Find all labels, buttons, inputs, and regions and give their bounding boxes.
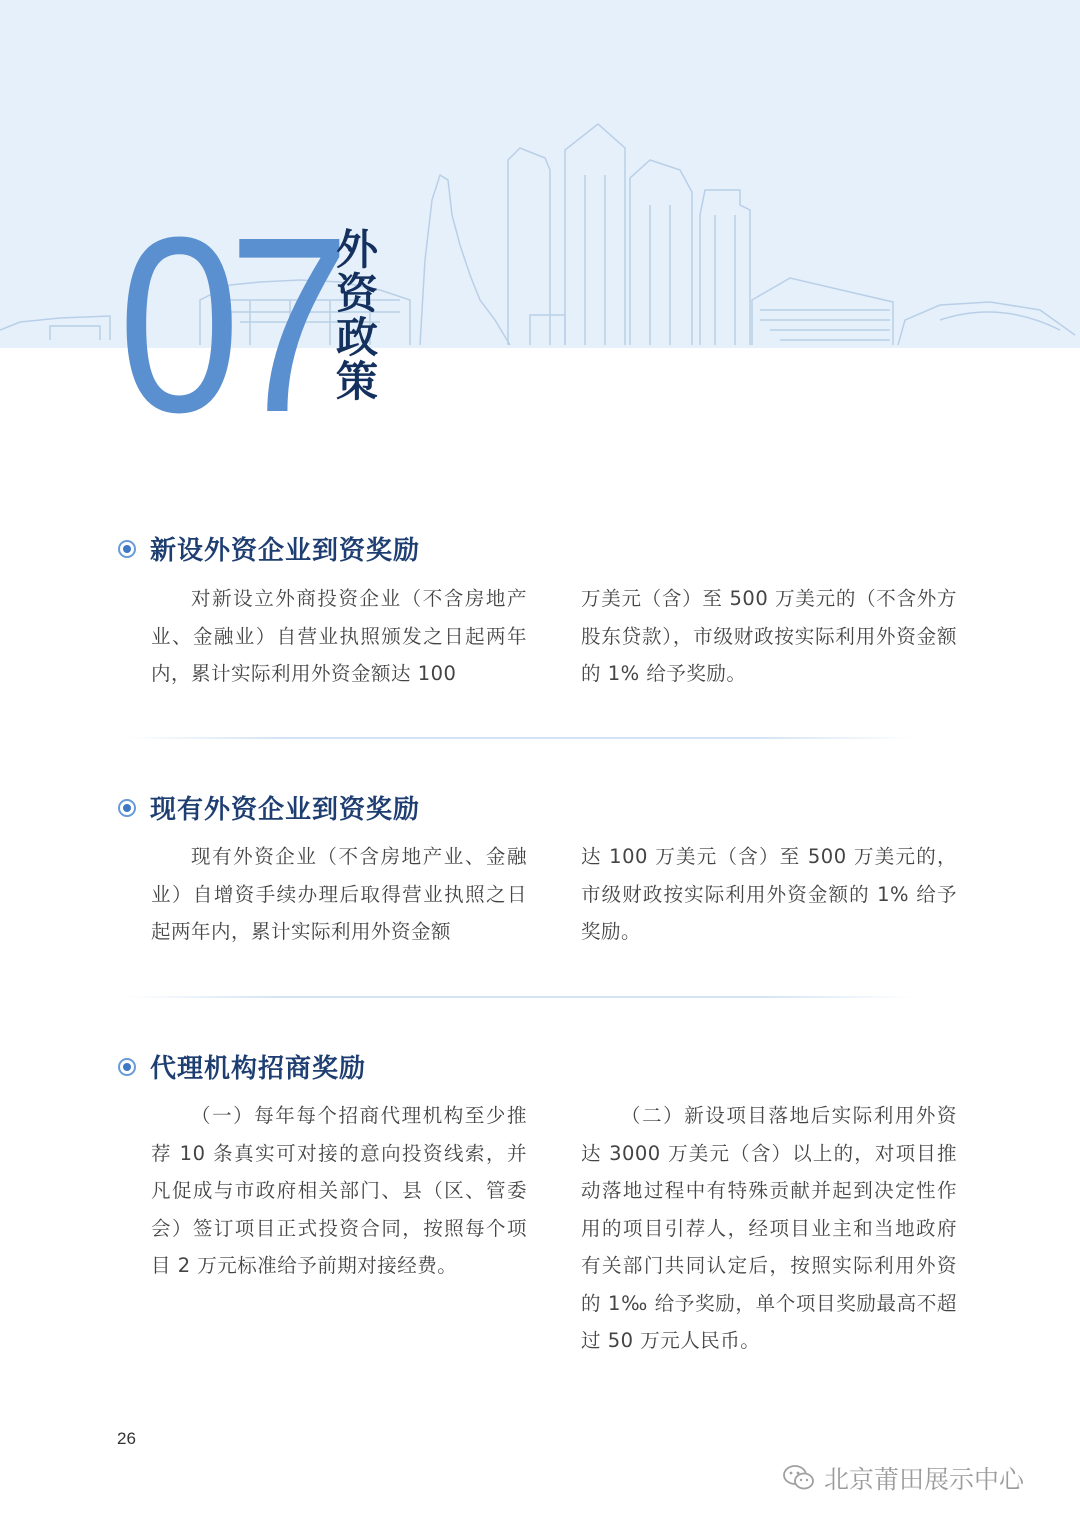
bullet-icon (118, 799, 136, 817)
section-left-paragraph: （一）每年每个招商代理机构至少推荐 10 条真实可对接的意向投资线索，并凡促成与市政府相关部门、县（区、管委会）签订项目正式投资合同，按照每个项目 2 万元标准给予前期对接经费。 (151, 1104, 527, 1277)
bullet-icon (118, 540, 136, 558)
section-left-paragraph: 对新设立外商投资企业（不含房地产业、金融业）自营业执照颁发之日起两年内，累计实际利用外资金额达 100 (151, 587, 527, 685)
wechat-icon (782, 1463, 816, 1493)
section-right-paragraph: 达 100 万美元（含）至 500 万美元的，市级财政按实际利用外资金额的 1% 给予奖励。 (581, 845, 957, 943)
section-title (118, 789, 420, 826)
section-heading: 新设外资企业到资奖励 (150, 536, 421, 566)
divider (125, 996, 915, 998)
section-heading: 现有外资企业到资奖励 (150, 795, 421, 825)
chapter-number: 07 (118, 185, 339, 464)
divider (125, 737, 915, 739)
section-title (118, 1048, 366, 1085)
page-number: 26 (117, 1429, 136, 1448)
section-title (118, 530, 420, 567)
chapter-title: 外资政策 (336, 225, 379, 406)
watermark-text: 北京莆田展示中心 (824, 1465, 1025, 1494)
section-right-paragraph: 万美元（含）至 500 万美元的（不含外方股东贷款），市级财政按实际利用外资金额的 1% 给予奖励。 (581, 587, 957, 685)
watermark (782, 1460, 1024, 1496)
section-heading: 代理机构招商奖励 (150, 1054, 367, 1084)
section-left-paragraph: 现有外资企业（不含房地产业、金融业）自增资手续办理后取得营业执照之日起两年内，累计实际利用外资金额 (151, 845, 527, 943)
bullet-icon (118, 1058, 136, 1076)
section-right-paragraph: （二）新设项目落地后实际利用外资达 3000 万美元（含）以上的，对项目推动落地过程中有特殊贡献并起到决定性作用的项目引荐人，经项目业主和当地政府有关部门共同认定后，按照实际利用外资的 1‰ 给予奖励，单个项目奖励最高不超过 50 万元人民币。 (581, 1104, 957, 1352)
